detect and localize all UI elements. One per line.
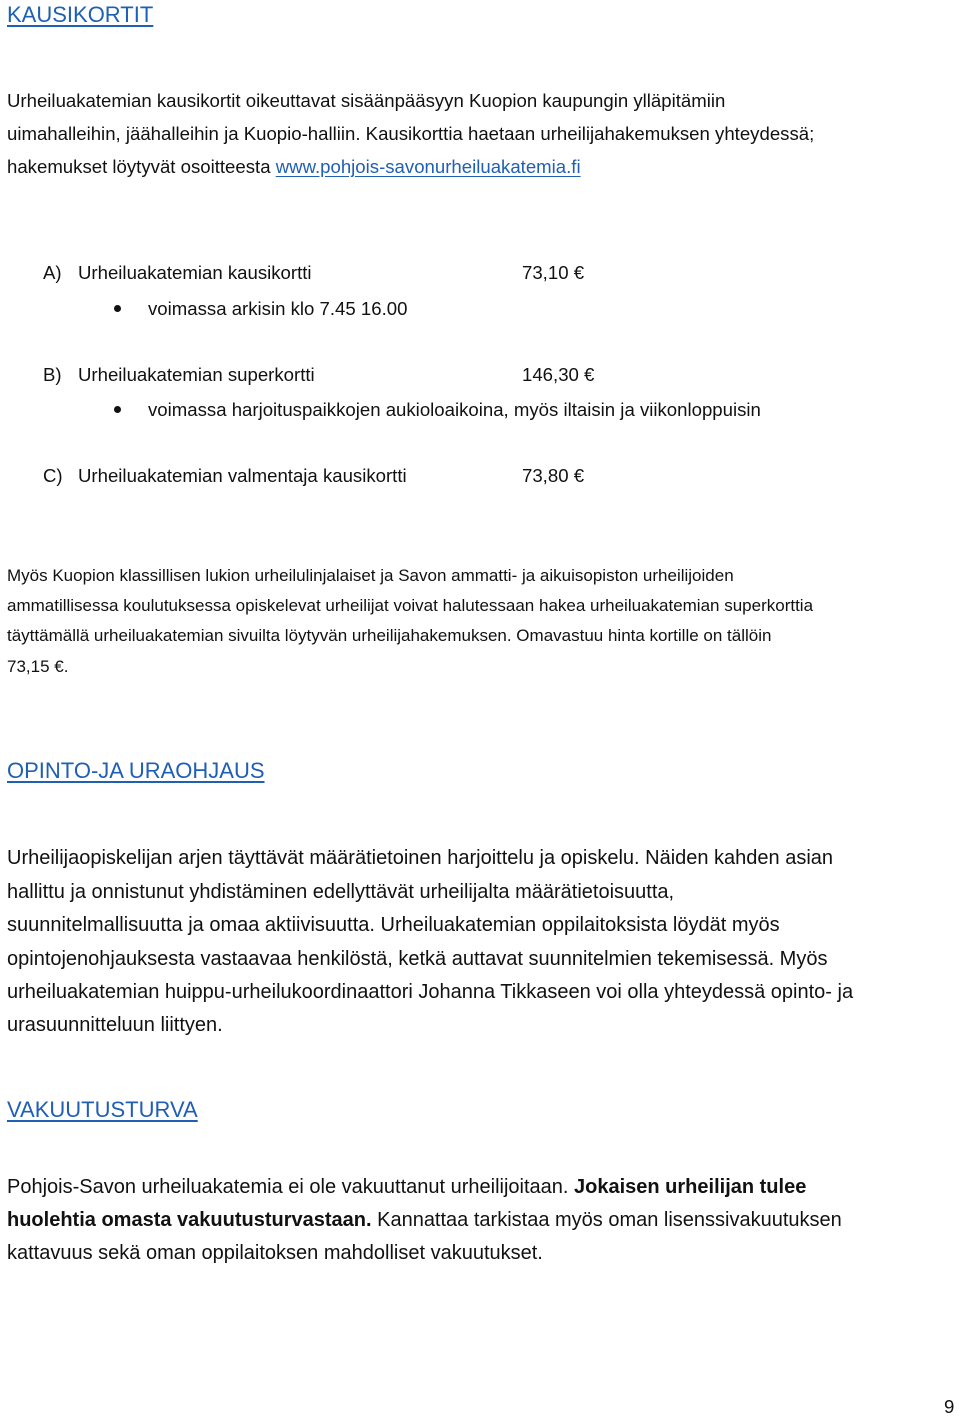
item-b-label: B) <box>43 364 62 385</box>
page-number: 9 <box>944 1396 955 1417</box>
vakuutus-line-2-text: Kannattaa tarkistaa myös oman lisenssivakuutuksen <box>371 1209 842 1231</box>
item-b-name: Urheiluakatemian superkortti <box>78 364 315 385</box>
opinto-line-5: urheiluakatemian huippu-urheilukoordinaattori Johanna Tikkaseen voi olla yhteydessä opinto- ja <box>7 981 854 1003</box>
website-link[interactable]: www.pohjois-savonurheiluakatemia.fi <box>275 156 581 177</box>
item-a-price: 73,10 € <box>522 262 585 283</box>
opinto-line-2: hallittu ja onnistunut yhdistäminen edellyttävät urheilijalta määrätietoisuutta, <box>7 881 675 903</box>
opinto-line-6: urasuunnitteluun liittyen. <box>7 1014 223 1036</box>
item-c-price: 73,80 € <box>522 465 585 486</box>
item-a-name: Urheiluakatemian kausikortti <box>78 262 312 283</box>
bullet-icon <box>114 406 121 413</box>
item-a-bullet-text: voimassa arkisin klo 7.45 16.00 <box>148 298 408 319</box>
vakuutus-line-2-bold: huolehtia omasta vakuutusturvastaan. <box>7 1209 372 1231</box>
intro-line-3-text: hakemukset löytyvät osoitteesta <box>7 156 276 177</box>
opinto-line-1: Urheilijaopiskelijan arjen täyttävät määrätietoinen harjoittelu ja opiskelu. Näiden kahden asian <box>7 847 834 869</box>
intro-line-2: uimahalleihin, jäähalleihin ja Kuopio-halliin. Kausikorttia haetaan urheilijahakemuksen yhteydessä; <box>7 123 815 144</box>
item-a-label: A) <box>43 262 62 283</box>
item-b-bullet-text: voimassa harjoituspaikkojen aukioloaikoina, myös iltaisin ja viikonloppuisin <box>148 399 761 420</box>
intro-line-3 <box>7 150 581 183</box>
item-b-price: 146,30 € <box>522 364 595 385</box>
vakuutus-line-1 <box>7 1171 806 1204</box>
section-heading-kausikortit: KAUSIKORTIT <box>7 2 154 27</box>
opinto-line-3: suunnitelmallisuutta ja omaa aktiivisuutta. Urheiluakatemian oppilaitoksista löydät myös <box>7 914 780 936</box>
vakuutus-line-1-bold: Jokaisen urheilijan tulee <box>574 1176 807 1198</box>
opinto-line-4: opintojenohjauksesta vastaavaa henkilöstä, ketkä auttavat suunnitelmien tekemisessä. Myös <box>7 948 828 970</box>
bullet-icon <box>114 305 121 312</box>
item-c-name: Urheiluakatemian valmentaja kausikortti <box>78 465 407 486</box>
note-line-4: 73,15 €. <box>7 657 69 676</box>
note-line-1: Myös Kuopion klassillisen lukion urheilulinjalaiset ja Savon ammatti- ja aikuisopiston urheilijoiden <box>7 566 734 585</box>
vakuutus-line-3: kattavuus sekä oman oppilaitoksen mahdolliset vakuutukset. <box>7 1242 543 1264</box>
section-heading-opinto: OPINTO-JA URAOHJAUS <box>7 758 265 783</box>
intro-line-1: Urheiluakatemian kausikortit oikeuttavat sisäänpääsyyn Kuopion kaupungin ylläpitämiin <box>7 90 726 111</box>
section-heading-vakuutus: VAKUUTUSTURVA <box>7 1097 198 1122</box>
item-c-label: C) <box>43 465 63 486</box>
note-line-2: ammatillisessa koulutuksessa opiskelevat urheilijat voivat halutessaan hakea urheiluakatemian superkorttia <box>7 596 814 615</box>
vakuutus-line-2 <box>7 1204 842 1237</box>
vakuutus-line-1-text: Pohjois-Savon urheiluakatemia ei ole vakuuttanut urheilijoitaan. <box>7 1176 575 1198</box>
note-line-3: täyttämällä urheiluakatemian sivuilta löytyvän urheilijahakemuksen. Omavastuu hinta kortille on tällöin <box>7 626 772 645</box>
